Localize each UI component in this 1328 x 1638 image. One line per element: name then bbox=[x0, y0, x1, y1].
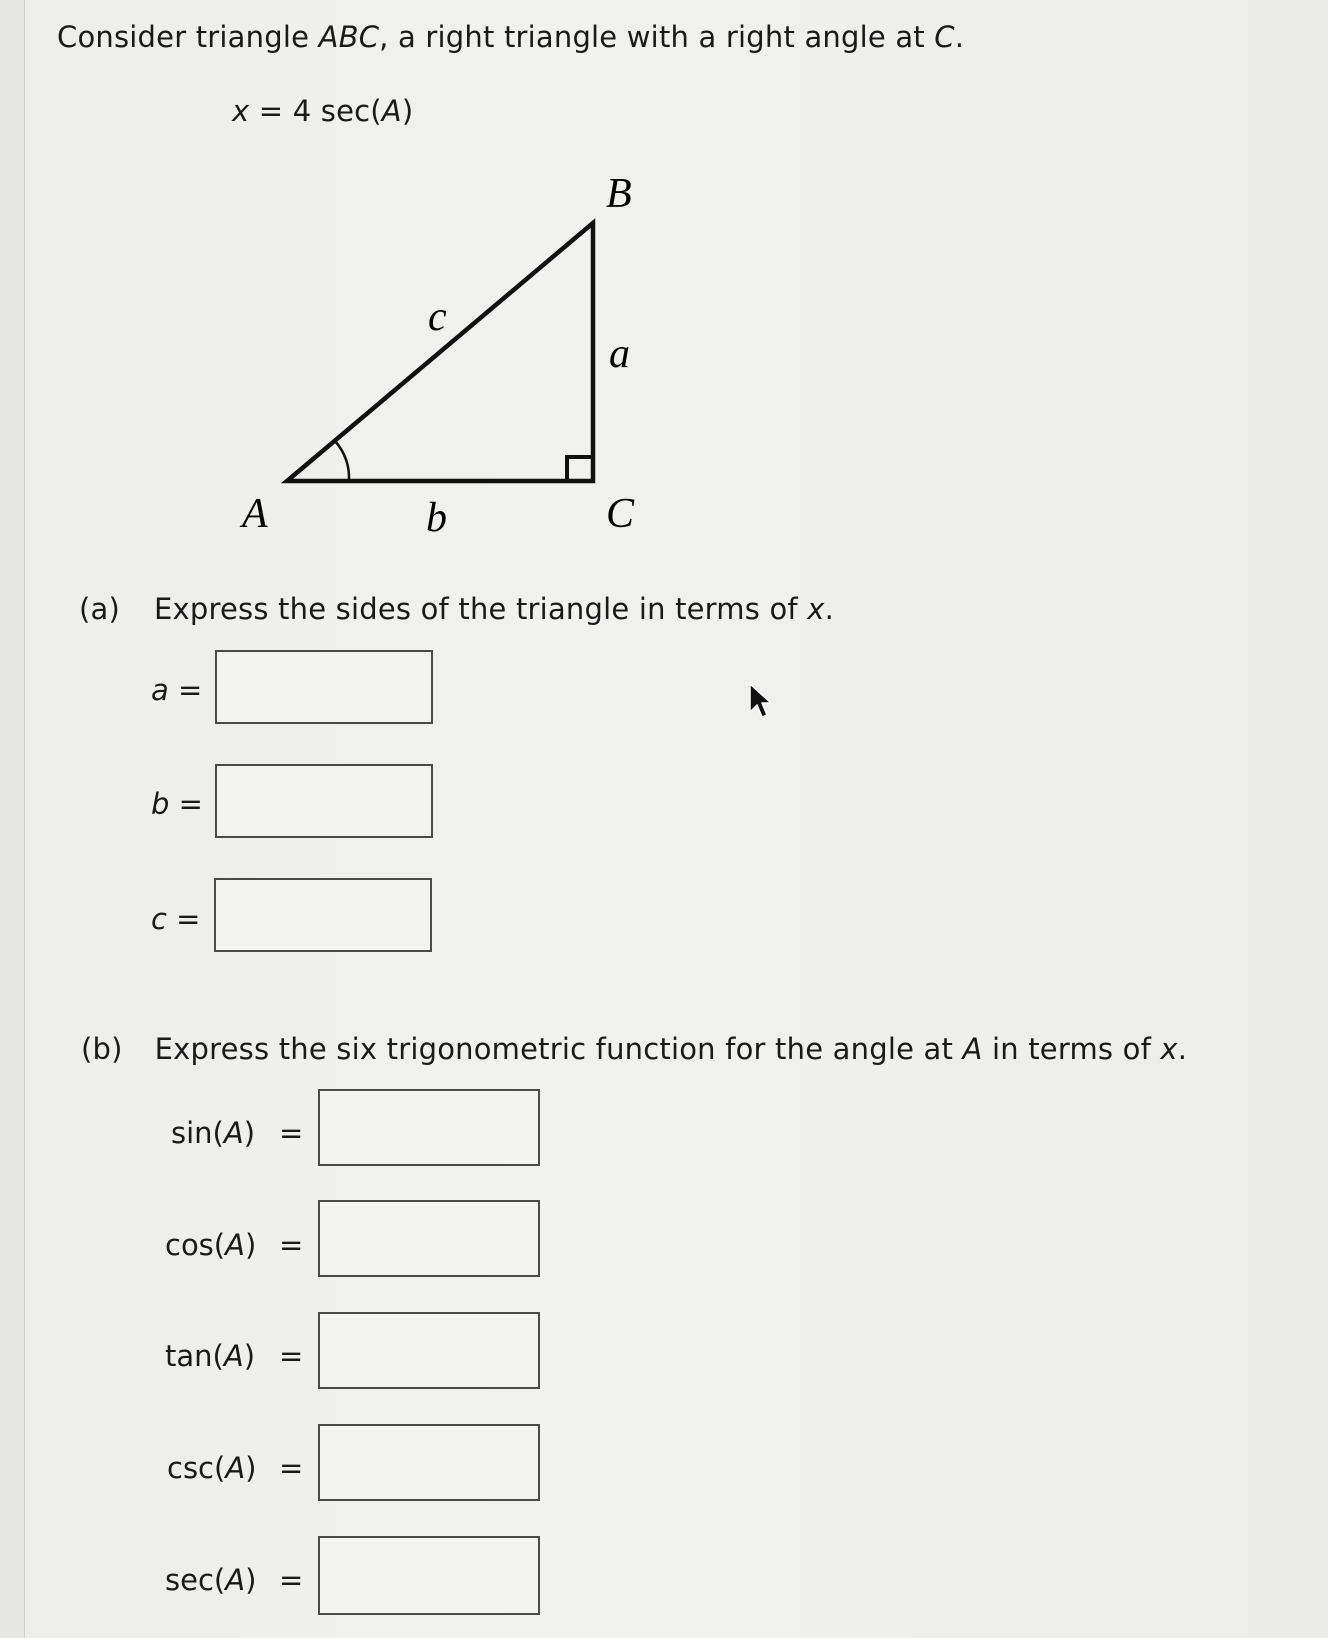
cos-close: ) bbox=[244, 1228, 257, 1262]
tan-arg: A bbox=[223, 1339, 244, 1373]
sin-arg: A bbox=[223, 1116, 244, 1150]
side-c-label bbox=[151, 902, 200, 936]
csc-equals: = bbox=[279, 1451, 304, 1485]
sec-close: ) bbox=[245, 1563, 257, 1597]
csc-label bbox=[167, 1451, 256, 1485]
part-b-heading bbox=[81, 1032, 1187, 1066]
side-b-var: b bbox=[151, 787, 170, 821]
part-b-prompt-period: . bbox=[1177, 1032, 1188, 1066]
side-c-input[interactable] bbox=[214, 878, 432, 952]
cos-input[interactable] bbox=[318, 1200, 540, 1277]
part-b-prompt-x: x bbox=[1160, 1032, 1178, 1066]
part-b-tag: (b) bbox=[81, 1032, 123, 1066]
tan-label bbox=[165, 1339, 255, 1373]
side-label-b: b bbox=[426, 495, 447, 541]
sub-variable-x: x bbox=[232, 94, 250, 128]
csc-close: ) bbox=[245, 1451, 257, 1485]
side-c-var: c bbox=[151, 902, 167, 936]
sec-arg: A bbox=[225, 1563, 246, 1597]
part-a-heading bbox=[79, 592, 834, 626]
intro-triangle-name: ABC bbox=[318, 20, 380, 54]
vertex-label-b: B bbox=[606, 171, 632, 217]
sin-close: ) bbox=[243, 1116, 256, 1150]
cos-label bbox=[165, 1228, 256, 1262]
angle-a-arc bbox=[335, 441, 349, 481]
part-b-prompt-mid: in terms of bbox=[982, 1032, 1161, 1066]
part-b-prompt: Express the six trigonometric function for the angle at bbox=[154, 1032, 963, 1066]
sin-label bbox=[171, 1116, 255, 1150]
sub-angle-a: A bbox=[381, 94, 402, 128]
part-a-prompt-x: x bbox=[807, 592, 825, 626]
csc-arg: A bbox=[225, 1451, 246, 1485]
sin-fn: sin( bbox=[171, 1116, 224, 1150]
tan-equals: = bbox=[279, 1339, 304, 1373]
tan-fn: tan( bbox=[165, 1339, 224, 1373]
intro-period: . bbox=[954, 20, 965, 54]
vertex-label-a: A bbox=[242, 491, 268, 537]
csc-input[interactable] bbox=[318, 1424, 540, 1501]
triangle-figure bbox=[0, 0, 1328, 560]
intro-right-angle-vertex: C bbox=[934, 20, 955, 54]
sin-input[interactable] bbox=[318, 1089, 540, 1166]
mouse-pointer-icon bbox=[748, 682, 774, 722]
tan-input[interactable] bbox=[318, 1312, 540, 1389]
sub-expression: = 4 sec( bbox=[249, 94, 382, 128]
sec-input[interactable] bbox=[318, 1536, 540, 1615]
tan-close: ) bbox=[243, 1339, 256, 1373]
sec-equals: = bbox=[279, 1563, 304, 1597]
part-b-prompt-a: A bbox=[962, 1032, 983, 1066]
side-b-equals: = bbox=[178, 787, 203, 821]
csc-fn: csc( bbox=[167, 1451, 226, 1485]
cos-fn: cos( bbox=[165, 1228, 226, 1262]
side-b-input[interactable] bbox=[215, 764, 433, 838]
part-a-prompt-period: . bbox=[824, 592, 835, 626]
side-b-label bbox=[151, 787, 203, 821]
part-a-tag: (a) bbox=[79, 592, 120, 626]
sub-close-paren: ) bbox=[401, 94, 414, 128]
cos-arg: A bbox=[225, 1228, 245, 1262]
side-c-equals: = bbox=[176, 902, 201, 936]
side-a-label bbox=[151, 673, 202, 707]
intro-text-mid: , a right triangle with a right angle at bbox=[379, 20, 935, 54]
triangle-outline bbox=[287, 223, 593, 481]
right-angle-marker bbox=[567, 457, 593, 481]
part-a-prompt: Express the sides of the triangle in terms of bbox=[154, 592, 808, 626]
side-a-var: a bbox=[151, 673, 169, 707]
intro-text: Consider triangle bbox=[57, 20, 319, 54]
side-label-c: c bbox=[428, 294, 447, 340]
cos-equals: = bbox=[279, 1228, 304, 1262]
side-label-a: a bbox=[609, 331, 630, 377]
side-a-input[interactable] bbox=[215, 650, 433, 724]
sec-fn: sec( bbox=[165, 1563, 226, 1597]
sec-label bbox=[165, 1563, 256, 1597]
sin-equals: = bbox=[279, 1116, 304, 1150]
side-a-equals: = bbox=[178, 673, 203, 707]
vertex-label-c: C bbox=[606, 491, 635, 537]
